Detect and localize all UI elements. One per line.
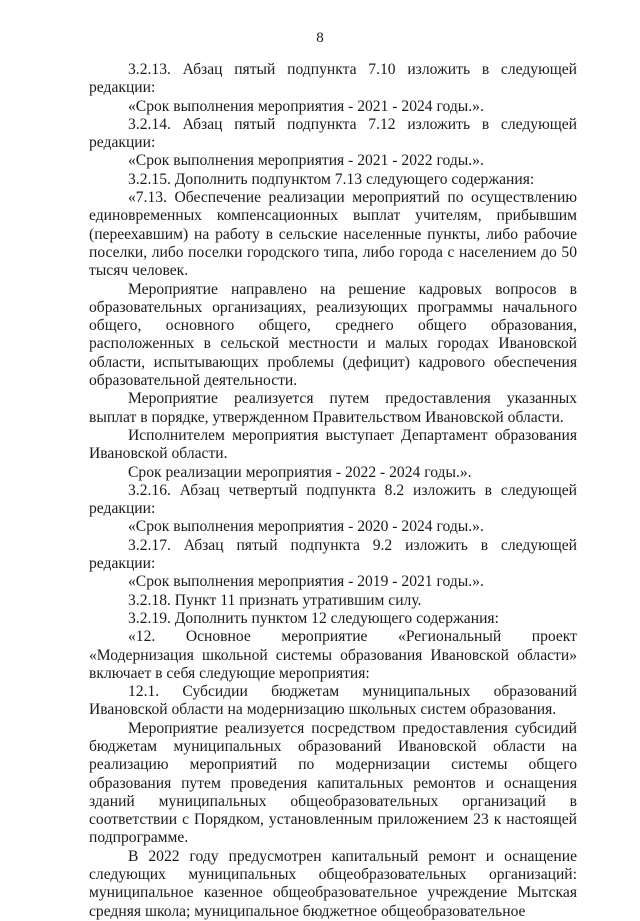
paragraph-3-2-13: 3.2.13. Абзац пятый подпункта 7.10 изложить в следующей редакции: xyxy=(89,61,577,97)
document-body xyxy=(89,61,577,921)
paragraph-term: Срок реализации мероприятия - 2022 - 2024 годы.». xyxy=(128,463,472,481)
paragraph-3-2-18: 3.2.18. Пункт 11 признать утратившим силу. xyxy=(128,591,422,609)
paragraph-3-2-14: 3.2.14. Абзац пятый подпункта 7.12 изложить в следующей редакции: xyxy=(89,115,577,152)
paragraph-quote: «Срок выполнения мероприятия - 2020 - 2024 годы.». xyxy=(128,518,484,536)
paragraph-3-2-17: 3.2.17. Абзац пятый подпункта 9.2 изложить в следующей редакции: xyxy=(89,536,577,573)
paragraph-3-2-16: 3.2.16. Абзац четвертый подпункта 8.2 изложить в следующей редакции: xyxy=(89,481,577,518)
paragraph-subsidies: Мероприятие реализуется посредством предоставления субсидий бюджетам муниципальных образований Ивановской области на реализацию мероприятий по модернизации системы общего образования путем проведения капитальных ремонтов и оснащения зданий муниципальных общеобразовательных организаций в соответствии с Порядком, установленным приложением 23 к настоящей подпрограмме. xyxy=(89,719,577,847)
paragraph-7-13: «7.13. Обеспечение реализации мероприятий по осуществлению единовременных компенсационных выплат учителям, прибывшим (переехавшим) на работу в сельские населенные пункты, либо рабочие поселки, либо поселки городского типа, либо города с населением до 50 тысяч человек. xyxy=(89,189,577,280)
paragraph-12-1: 12.1. Субсидии бюджетам муниципальных образований Ивановской области на модернизацию школьных систем образования. xyxy=(89,683,577,719)
paragraph-quote: «Срок выполнения мероприятия - 2021 - 2024 годы.». xyxy=(128,97,484,115)
paragraph-2022-repair: В 2022 году предусмотрен капитальный ремонт и оснащение следующих муниципальных общеобразовательных организаций: муниципальное казенное общеобразовательное учреждение Мытская средняя школа; муниципальное бюджетное общеобразовательное xyxy=(89,847,577,920)
page-number: 8 xyxy=(316,30,324,46)
paragraph-3-2-15: 3.2.15. Дополнить подпунктом 7.13 следующего содержания: xyxy=(128,170,535,188)
paragraph-quote: «Срок выполнения мероприятия - 2021 - 2022 годы.». xyxy=(128,152,484,170)
paragraph-implementation: Мероприятие реализуется путем предоставления указанных выплат в порядке, утвержденном Правительством Ивановской области. xyxy=(89,390,577,426)
paragraph-3-2-19: 3.2.19. Дополнить пунктом 12 следующего содержания: xyxy=(128,609,499,627)
paragraph-executor: Исполнителем мероприятия выступает Департамент образования Ивановской области. xyxy=(89,426,577,463)
paragraph-12: «12. Основное мероприятие «Региональный проект «Модернизация школьной системы образования Ивановской области» включает в себя следующие мероприятия: xyxy=(89,628,577,682)
paragraph-purpose: Мероприятие направлено на решение кадровых вопросов в образовательных организациях, реализующих программы начального общего, основного общего, среднего общего образования, расположенных в сельской местности и малых городах Ивановской области, испытывающих проблемы (дефицит) кадрового обеспечения образовательной деятельности. xyxy=(89,280,577,390)
paragraph-quote: «Срок выполнения мероприятия - 2019 - 2021 годы.». xyxy=(128,573,484,591)
